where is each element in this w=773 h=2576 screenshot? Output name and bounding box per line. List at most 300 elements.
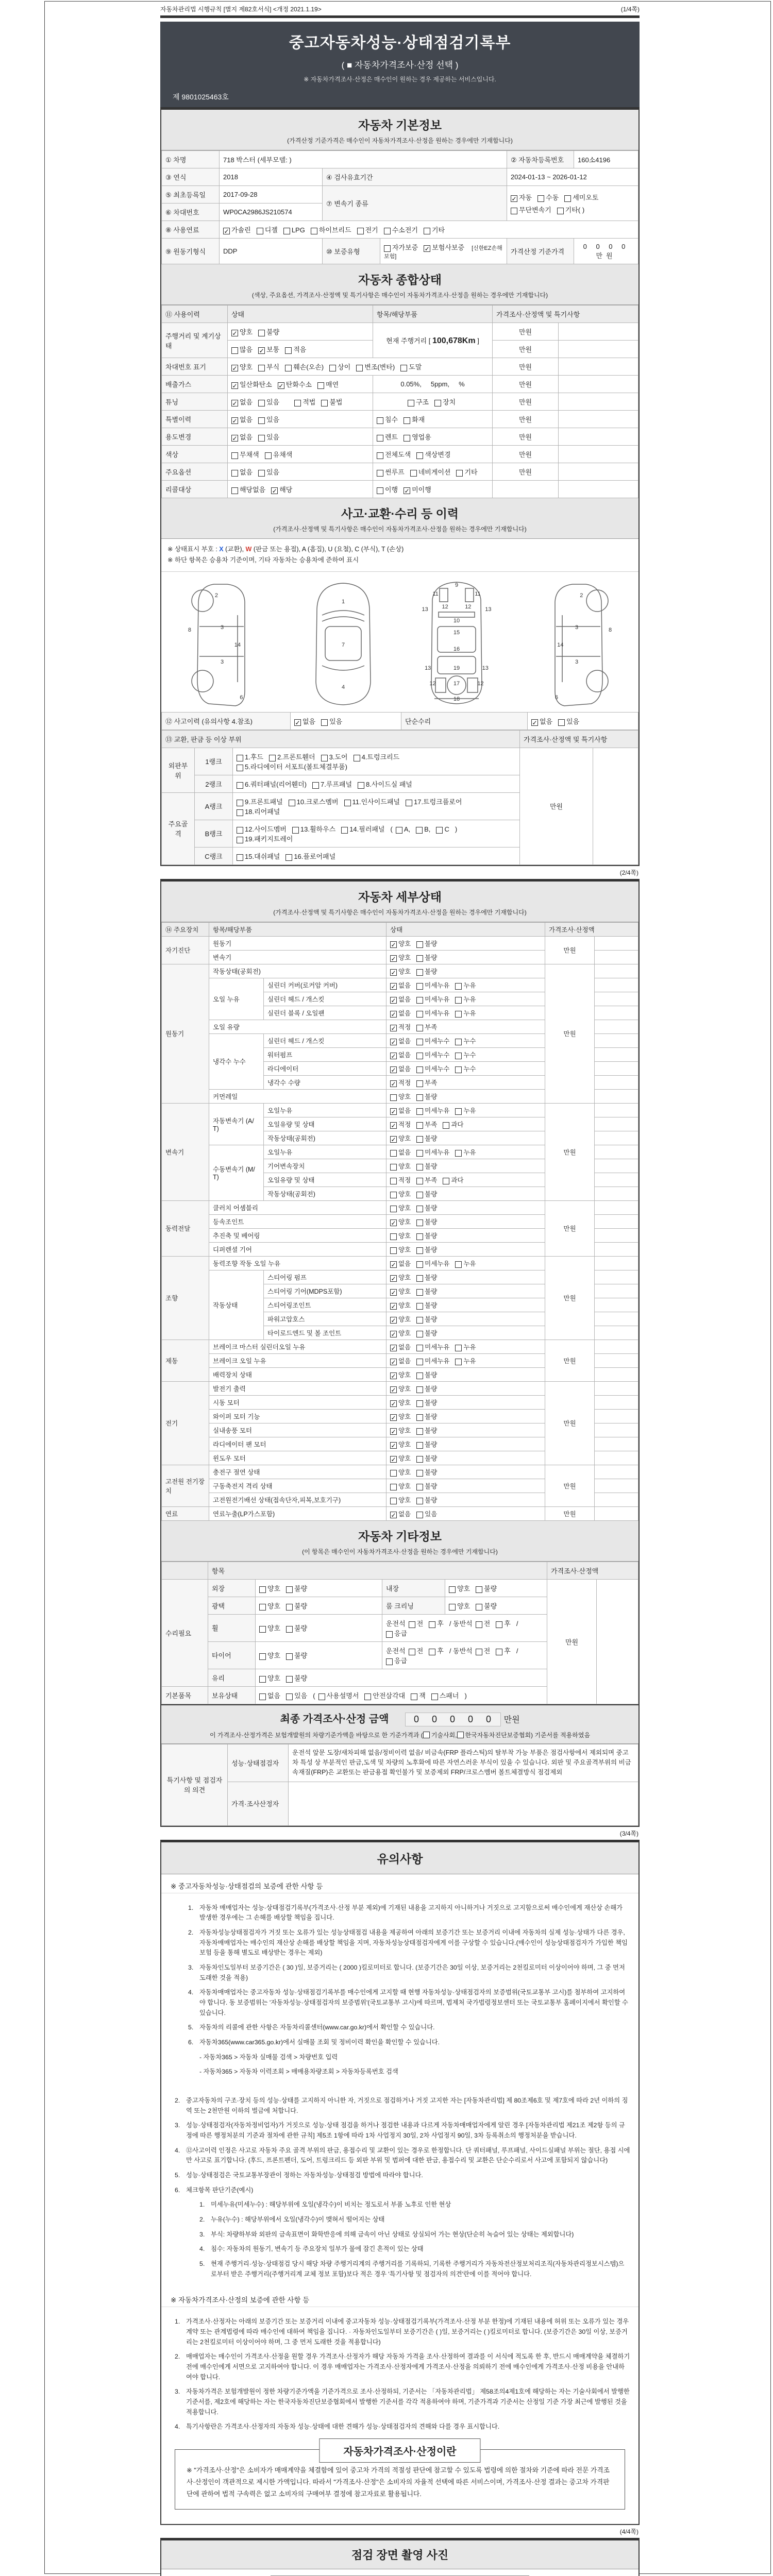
checkbox[interactable]: [317, 382, 324, 389]
checkbox[interactable]: [443, 1178, 449, 1184]
table-cell: ⑪ 사용이력: [162, 306, 228, 323]
checkbox[interactable]: ✓: [232, 365, 238, 372]
table-cell: [593, 748, 638, 865]
checkbox-label: 13.휠하우스: [300, 825, 336, 833]
table-cell: 배출가스: [162, 376, 228, 393]
checkbox[interactable]: [286, 1676, 293, 1683]
table-cell: [386, 1340, 545, 1353]
checkbox[interactable]: [404, 417, 410, 424]
checkbox[interactable]: ✓: [232, 400, 238, 407]
checkbox[interactable]: [237, 755, 243, 761]
table-cell: [386, 964, 545, 978]
checkbox[interactable]: [286, 1626, 293, 1633]
checkbox-label: 누수: [463, 1065, 476, 1073]
checkbox[interactable]: [537, 195, 544, 202]
checkbox[interactable]: [424, 228, 430, 234]
checkbox-label: 없음: [303, 717, 316, 725]
table-cell: [386, 1145, 545, 1159]
checkbox[interactable]: [416, 1066, 423, 1073]
checkbox[interactable]: [390, 1233, 397, 1240]
notice-subitem: 4. 침수: 자동차의 원동기, 변속기 등 주요장치 일부가 물에 잠긴 흔적이 있는 상태: [199, 2245, 424, 2253]
checkbox[interactable]: [258, 400, 265, 406]
checkbox[interactable]: [455, 1150, 462, 1157]
table-cell: 휠: [208, 1614, 256, 1641]
checkbox-label: 변조(변타): [364, 363, 395, 371]
checkbox[interactable]: ✓: [391, 1511, 396, 1519]
checkbox[interactable]: ✓: [391, 1136, 396, 1143]
checkbox[interactable]: [257, 228, 263, 234]
checkbox[interactable]: [416, 1317, 423, 1324]
checkbox[interactable]: ✓: [391, 1010, 396, 1018]
checkbox[interactable]: [259, 1676, 266, 1683]
checkbox[interactable]: [455, 1261, 462, 1268]
checkbox[interactable]: [237, 809, 243, 816]
checkbox-label: 안전삼각대: [373, 1691, 406, 1700]
checkbox[interactable]: [265, 452, 272, 459]
checkbox[interactable]: [416, 1512, 423, 1518]
checkbox[interactable]: [258, 417, 265, 424]
checkbox-label: 적정: [398, 1176, 411, 1184]
checkbox[interactable]: [231, 452, 238, 459]
checkbox[interactable]: ✓: [532, 719, 537, 726]
checkbox[interactable]: [289, 800, 295, 806]
checkbox[interactable]: [410, 470, 417, 477]
checkbox[interactable]: [259, 1693, 266, 1700]
checkbox[interactable]: [384, 228, 391, 234]
checkbox[interactable]: [311, 228, 317, 234]
legend-prefix: ※ 상태표시 부호 :: [167, 546, 220, 553]
checkbox-label: 양호: [240, 328, 253, 336]
checkbox[interactable]: [258, 435, 265, 442]
checkbox[interactable]: [416, 1122, 423, 1129]
checkbox[interactable]: [434, 400, 441, 406]
checkbox[interactable]: [564, 195, 571, 202]
checkbox[interactable]: [476, 1649, 482, 1655]
table-cell: A랭크: [195, 792, 233, 820]
checkbox[interactable]: ✓: [391, 955, 396, 962]
table-cell: [386, 1131, 545, 1145]
checkbox[interactable]: [231, 347, 238, 354]
page-marker-4: (4/4쪽): [619, 2528, 638, 2536]
final-price-label: 최종 가격조사·산정 금액: [280, 1713, 389, 1725]
checkbox[interactable]: [312, 782, 319, 789]
checkbox[interactable]: [416, 1359, 423, 1365]
checkbox[interactable]: [269, 755, 276, 761]
checkbox[interactable]: ✓: [391, 1108, 396, 1115]
inspector-remarks-table: [161, 1744, 638, 1826]
checkbox[interactable]: [259, 1586, 266, 1593]
checkbox[interactable]: [455, 1345, 462, 1351]
checkbox[interactable]: [390, 1470, 397, 1477]
checkbox[interactable]: [416, 1206, 423, 1212]
table-cell: 충전구 절연 상태: [209, 1465, 386, 1479]
checkbox[interactable]: ✓: [391, 1400, 396, 1408]
checkbox[interactable]: [283, 228, 290, 234]
checkbox[interactable]: [416, 1080, 423, 1087]
checkbox-label: 후: [437, 1619, 444, 1628]
checkbox[interactable]: [416, 1456, 423, 1463]
table-cell: [445, 1597, 547, 1614]
checkbox[interactable]: [329, 365, 336, 371]
checkbox[interactable]: ✓: [232, 435, 238, 442]
table-cell: [386, 1298, 545, 1312]
checkbox[interactable]: [455, 997, 462, 1004]
checkbox[interactable]: [416, 827, 423, 834]
checkbox[interactable]: [377, 417, 383, 424]
checkbox[interactable]: [396, 827, 402, 834]
checkbox[interactable]: [416, 1247, 423, 1254]
checkbox[interactable]: [416, 1345, 423, 1351]
checkbox[interactable]: [357, 228, 364, 234]
table-cell: ⑧ 사용연료: [162, 221, 220, 239]
table-cell: 실린더 헤드 / 개스킷: [264, 1033, 386, 1047]
checkbox[interactable]: [237, 800, 243, 806]
checkbox[interactable]: ✓: [391, 1316, 396, 1324]
checkbox[interactable]: [286, 1604, 293, 1611]
checkbox[interactable]: [457, 1732, 464, 1738]
checkbox-label: 양호: [398, 940, 411, 947]
checkbox[interactable]: [443, 1122, 449, 1129]
checkbox[interactable]: ✓: [391, 1358, 396, 1366]
table-cell: [386, 1506, 545, 1520]
checkbox[interactable]: [416, 997, 423, 1004]
checkbox[interactable]: [358, 782, 364, 789]
table-cell: 색상: [162, 446, 228, 463]
checkbox-label: B,: [424, 825, 431, 833]
checkbox[interactable]: [416, 1011, 423, 1018]
checkbox[interactable]: [558, 719, 565, 726]
checkbox[interactable]: [416, 955, 423, 962]
checkbox[interactable]: [416, 969, 423, 976]
checkbox-label: 불량: [294, 1584, 308, 1592]
checkbox-label: 미세누유: [425, 1009, 450, 1017]
checkbox[interactable]: [321, 755, 328, 761]
checkbox[interactable]: ✓: [391, 982, 396, 990]
checkbox[interactable]: ✓: [391, 1442, 396, 1449]
checkbox[interactable]: ✓: [391, 1344, 396, 1352]
checkbox-label: 양호: [398, 1329, 411, 1337]
table-cell: 고전원 전기장치: [162, 1465, 209, 1506]
checkbox[interactable]: ✓: [391, 1330, 396, 1338]
notice-item: 1. 가격조사·산정자는 아래의 보증기간 또는 보증거리 이내에 중고자동차 성능·상태점검기록부(가격조사·산정 부분 한정)에 기재된 내용에 허위 또는 오류가 있는 경우 계약 또는 관계법령에 따라 매수인에 대하여 책임을 집니다. · 자동차인도일부터 보증기간은 ( )일, 보증거리는 ( )킬로미터로 합니다. (보증기간은 30일 이상, 보증거리는 2천킬로미터 이상이어야 하며, 그 중 먼저 도래한 것을 적용합니다): [175, 2318, 629, 2346]
checkbox[interactable]: ✓: [391, 1122, 396, 1129]
checkbox[interactable]: [416, 1192, 423, 1198]
checkbox[interactable]: [416, 1484, 423, 1490]
final-price-amount: 0 0 0 0 0: [405, 1713, 501, 1726]
checkbox[interactable]: ✓: [391, 1302, 396, 1310]
table-cell: 운전석 앞문 도장/새차피해 없음/정비이력 없음/ 비금속(FRP 플라스틱)의 탈부착 가능 부품은 점검사항에서 제외되며 중고차 특성 상 부분적인 판금,도색 및 차량의 노후화에 따른 자연스러운 부식이 있을 수 있습니다. 외판 및 주요골격부위의 비금속재질(FRP)은 교환또는 판금용접 확인불가 및 보증제외 FRP/크로스멤버 볼트체결방식 점검제외: [289, 1744, 638, 1782]
checkbox[interactable]: [285, 365, 292, 371]
checkbox[interactable]: [416, 1498, 423, 1504]
table-cell: 자기진단: [162, 936, 209, 964]
checkbox[interactable]: [416, 1039, 423, 1045]
checkbox[interactable]: [476, 1586, 482, 1593]
checkbox[interactable]: [285, 347, 292, 354]
checkbox-label: 있음: [566, 717, 580, 725]
checkbox[interactable]: [416, 1414, 423, 1421]
checkbox-label: 침수: [385, 416, 398, 423]
checkbox[interactable]: [455, 1066, 462, 1073]
checkbox[interactable]: [416, 1053, 423, 1059]
checkbox-label: 부족: [425, 1023, 438, 1031]
checkbox[interactable]: [416, 1372, 423, 1379]
checkbox[interactable]: [400, 365, 407, 371]
checkbox[interactable]: [416, 1386, 423, 1393]
checkbox[interactable]: ✓: [391, 941, 396, 948]
car-underbody-view: [409, 579, 505, 707]
checkbox[interactable]: [390, 1178, 397, 1184]
checkbox[interactable]: [429, 1649, 435, 1655]
checkbox[interactable]: [258, 365, 265, 371]
checkbox[interactable]: [476, 1621, 482, 1628]
table-cell: 용도변경: [162, 428, 228, 446]
checkbox[interactable]: [390, 1498, 397, 1504]
table-cell: [595, 1103, 638, 1117]
checkbox[interactable]: [344, 800, 351, 806]
checkbox[interactable]: [416, 1303, 423, 1310]
checkbox-label: 부족: [425, 1176, 438, 1184]
diagram-part-number: 11: [432, 591, 439, 598]
checkbox[interactable]: [416, 1400, 423, 1407]
mark-w-weld: W: [245, 546, 252, 553]
checkbox[interactable]: [390, 1150, 397, 1157]
checkbox[interactable]: ✓: [391, 1289, 396, 1296]
table-cell: [256, 1579, 382, 1597]
checkbox-label: 양호: [267, 1602, 281, 1610]
checkbox[interactable]: ✓: [278, 382, 284, 389]
checkbox[interactable]: [436, 827, 443, 834]
checkbox[interactable]: [237, 765, 243, 771]
checkbox[interactable]: ✓: [404, 487, 410, 495]
checkbox-label: 부식: [266, 363, 280, 371]
checkbox-label: 전: [483, 1619, 491, 1628]
checkbox[interactable]: ✓: [424, 245, 430, 252]
checkbox-label: 15.대쉬패널: [245, 852, 280, 860]
checkbox[interactable]: [237, 827, 243, 834]
photo-box: [160, 2538, 640, 2576]
option-text: ): [455, 825, 458, 833]
checkbox[interactable]: [285, 854, 292, 861]
basic-info-title: 자동차 기본정보: [358, 118, 442, 132]
checkbox[interactable]: [416, 1331, 423, 1337]
table-cell: 2024-01-13 ~ 2026-01-12: [507, 168, 638, 186]
checkbox[interactable]: [390, 1484, 397, 1490]
checkbox[interactable]: [455, 1053, 462, 1059]
checkbox-label: 불량: [425, 1482, 438, 1490]
checkbox[interactable]: [259, 1653, 266, 1660]
checkbox[interactable]: [416, 983, 423, 990]
checkbox[interactable]: [511, 208, 517, 214]
checkbox[interactable]: [455, 1011, 462, 1018]
checkbox[interactable]: [237, 837, 243, 843]
checkbox[interactable]: [416, 1136, 423, 1143]
legend-suffix: (판금 또는 용접), A (흠집), U (요철), C (부식), T (손상): [251, 546, 404, 553]
checkbox[interactable]: [259, 1626, 266, 1633]
checkbox[interactable]: [476, 1604, 482, 1611]
checkbox[interactable]: ✓: [391, 996, 396, 1004]
checkbox[interactable]: [231, 487, 238, 494]
checkbox-label: 전: [416, 1647, 424, 1655]
checkbox[interactable]: [318, 1693, 325, 1700]
checkbox[interactable]: [377, 435, 383, 442]
checkbox[interactable]: [237, 782, 243, 789]
checkbox[interactable]: [449, 1604, 456, 1611]
checkbox[interactable]: [286, 1586, 293, 1593]
checkbox[interactable]: [411, 1693, 417, 1700]
checkbox[interactable]: [431, 1693, 438, 1700]
checkbox[interactable]: [416, 1108, 423, 1115]
checkbox[interactable]: [416, 1219, 423, 1226]
checkbox[interactable]: [237, 854, 243, 861]
table-cell: 기본품목: [162, 1686, 208, 1704]
checkbox-label: 적정: [398, 1079, 411, 1087]
checkbox[interactable]: [390, 1164, 397, 1171]
detail-subtitle: (가격조사·산정액 및 특기사항은 매수인이 자동차가격조사·산정을 원하는 경우에만 기재합니다): [273, 908, 527, 916]
checkbox[interactable]: [259, 1604, 266, 1611]
checkbox-label: 미세누수: [425, 1051, 450, 1059]
table-cell: [228, 428, 373, 446]
checkbox[interactable]: [356, 365, 363, 371]
checkbox[interactable]: ✓: [391, 1052, 396, 1060]
checkbox[interactable]: [416, 941, 423, 948]
table-cell: [373, 428, 493, 446]
checkbox[interactable]: [416, 1094, 423, 1101]
checkbox[interactable]: [354, 755, 360, 761]
checkbox[interactable]: [364, 1693, 371, 1700]
checkbox[interactable]: [557, 208, 564, 214]
table-cell: 워터펌프: [264, 1047, 386, 1061]
checkbox[interactable]: [456, 470, 463, 477]
checkbox[interactable]: [496, 1649, 502, 1655]
final-price-note: 이 가격조사·산정가격은 보험개발원의 차량기준가액을 바탕으로 한 기준가격과 ( 기술사회, 한국자동차진단보증협회) 기준서를 적용하였음: [209, 1731, 591, 1739]
checkbox[interactable]: [377, 470, 383, 477]
checkbox[interactable]: [416, 1261, 423, 1268]
checkbox[interactable]: ✓: [391, 1080, 396, 1088]
checkbox[interactable]: [406, 800, 412, 806]
checkbox[interactable]: [390, 1206, 397, 1212]
checkbox[interactable]: [384, 245, 391, 252]
checkbox[interactable]: [408, 400, 414, 406]
checkbox[interactable]: [429, 1621, 435, 1628]
checkbox[interactable]: ✓: [391, 1261, 396, 1268]
table-cell: [559, 411, 638, 428]
checkbox[interactable]: [390, 1094, 397, 1101]
table-cell: [595, 1395, 638, 1409]
notice-item: 2. 자동차성능상태점검자가 거짓 또는 오류가 있는 성능상태점검 내용을 제공하여 아래의 보증기간 또는 보증거리 이내에 자동차의 실제 성능·상태가 다른 경우, 자동차매매업자는 매수인의 재산상 손해를 배상할 책임을 지며, 자동차성능상태점검자에게 이를 구상할 수 있습니다.(매수인이 성능상태점검자가 가입한 책임보험 등을 통해 별도로 배상받는 경우는 제외): [188, 1928, 628, 1957]
checkbox-label: 불법: [329, 398, 343, 406]
form-reference: 자동차관리법 시행규칙 [별지 제82호서식] <개정 2021.1.19>: [160, 6, 322, 13]
checkbox[interactable]: ✓: [295, 719, 300, 726]
table-cell: [386, 1047, 545, 1061]
checkbox[interactable]: ✓: [391, 1386, 396, 1394]
checkbox-label: 있음: [329, 717, 343, 725]
table-cell: 클러치 어셈블리: [209, 1200, 386, 1214]
checkbox[interactable]: [386, 1658, 393, 1665]
checkbox[interactable]: [416, 1470, 423, 1477]
checkbox[interactable]: [423, 1732, 430, 1738]
checkbox[interactable]: [416, 1164, 423, 1171]
checkbox-label: 장치: [443, 398, 456, 406]
checkbox[interactable]: ✓: [259, 347, 264, 354]
checkbox[interactable]: [416, 1025, 423, 1031]
checkbox-label: 영업용: [412, 433, 431, 441]
checkbox[interactable]: [286, 1693, 293, 1700]
extra-info-table: [161, 1562, 638, 1704]
checkbox[interactable]: [294, 400, 301, 406]
table-cell: [386, 1075, 545, 1089]
checkbox[interactable]: ✓: [391, 1372, 396, 1380]
checkbox[interactable]: [409, 1621, 415, 1628]
checkbox-label: 양호: [398, 1468, 411, 1476]
checkbox[interactable]: ✓: [391, 1414, 396, 1421]
checkbox[interactable]: ✓: [391, 1066, 396, 1074]
checkbox[interactable]: ✓: [511, 195, 517, 202]
checkbox-label: 불량: [425, 1399, 438, 1406]
checkbox[interactable]: ✓: [232, 417, 238, 425]
checkbox[interactable]: [404, 435, 410, 442]
checkbox[interactable]: [390, 1247, 397, 1254]
table-cell: 시동 모터: [209, 1395, 386, 1409]
checkbox[interactable]: ✓: [391, 1219, 396, 1227]
checkbox[interactable]: [416, 1289, 423, 1296]
checkbox[interactable]: [449, 1586, 456, 1593]
checkbox[interactable]: [258, 330, 265, 336]
checkbox-label: 양호: [398, 1454, 411, 1462]
checkbox[interactable]: [390, 1192, 397, 1198]
checkbox[interactable]: [386, 1631, 393, 1638]
legend-mid: (교환),: [223, 546, 246, 553]
table-cell: DDP: [220, 239, 323, 264]
checkbox[interactable]: ✓: [391, 1038, 396, 1046]
checkbox[interactable]: [416, 1428, 423, 1435]
checkbox[interactable]: ✓: [391, 1275, 396, 1282]
checkbox[interactable]: [416, 452, 423, 459]
checkbox[interactable]: ✓: [391, 1428, 396, 1435]
checkbox[interactable]: [416, 1178, 423, 1184]
checkbox[interactable]: [286, 1653, 293, 1660]
table-cell: ⑬ 교환, 판금 등 이상 부위: [162, 730, 520, 748]
checkbox[interactable]: ✓: [272, 487, 277, 495]
checkbox[interactable]: ✓: [224, 228, 229, 235]
table-cell: [386, 1312, 545, 1326]
checkbox[interactable]: [321, 400, 328, 406]
checkbox[interactable]: ✓: [391, 1024, 396, 1032]
checkbox[interactable]: [258, 470, 265, 477]
checkbox[interactable]: [231, 470, 238, 477]
checkbox-label: 양호: [240, 363, 253, 371]
checkbox[interactable]: [292, 827, 299, 834]
checkbox[interactable]: [416, 1442, 423, 1449]
checkbox[interactable]: [377, 452, 383, 459]
checkbox[interactable]: [321, 719, 328, 726]
checkbox-label: 렌트: [385, 433, 398, 441]
checkbox[interactable]: [455, 1039, 462, 1045]
checkbox[interactable]: [455, 983, 462, 990]
checkbox[interactable]: [496, 1621, 502, 1628]
checkbox[interactable]: [416, 1275, 423, 1282]
checkbox[interactable]: [409, 1649, 415, 1655]
checkbox[interactable]: [416, 1233, 423, 1240]
checkbox[interactable]: [341, 827, 348, 834]
checkbox[interactable]: ✓: [391, 1455, 396, 1463]
checkbox[interactable]: [455, 1108, 462, 1115]
checkbox[interactable]: ✓: [232, 382, 238, 389]
checkbox[interactable]: ✓: [391, 969, 396, 976]
checkbox[interactable]: [455, 1359, 462, 1365]
checkbox[interactable]: [377, 487, 383, 494]
checkbox[interactable]: [416, 1150, 423, 1157]
checkbox[interactable]: ✓: [232, 330, 238, 337]
